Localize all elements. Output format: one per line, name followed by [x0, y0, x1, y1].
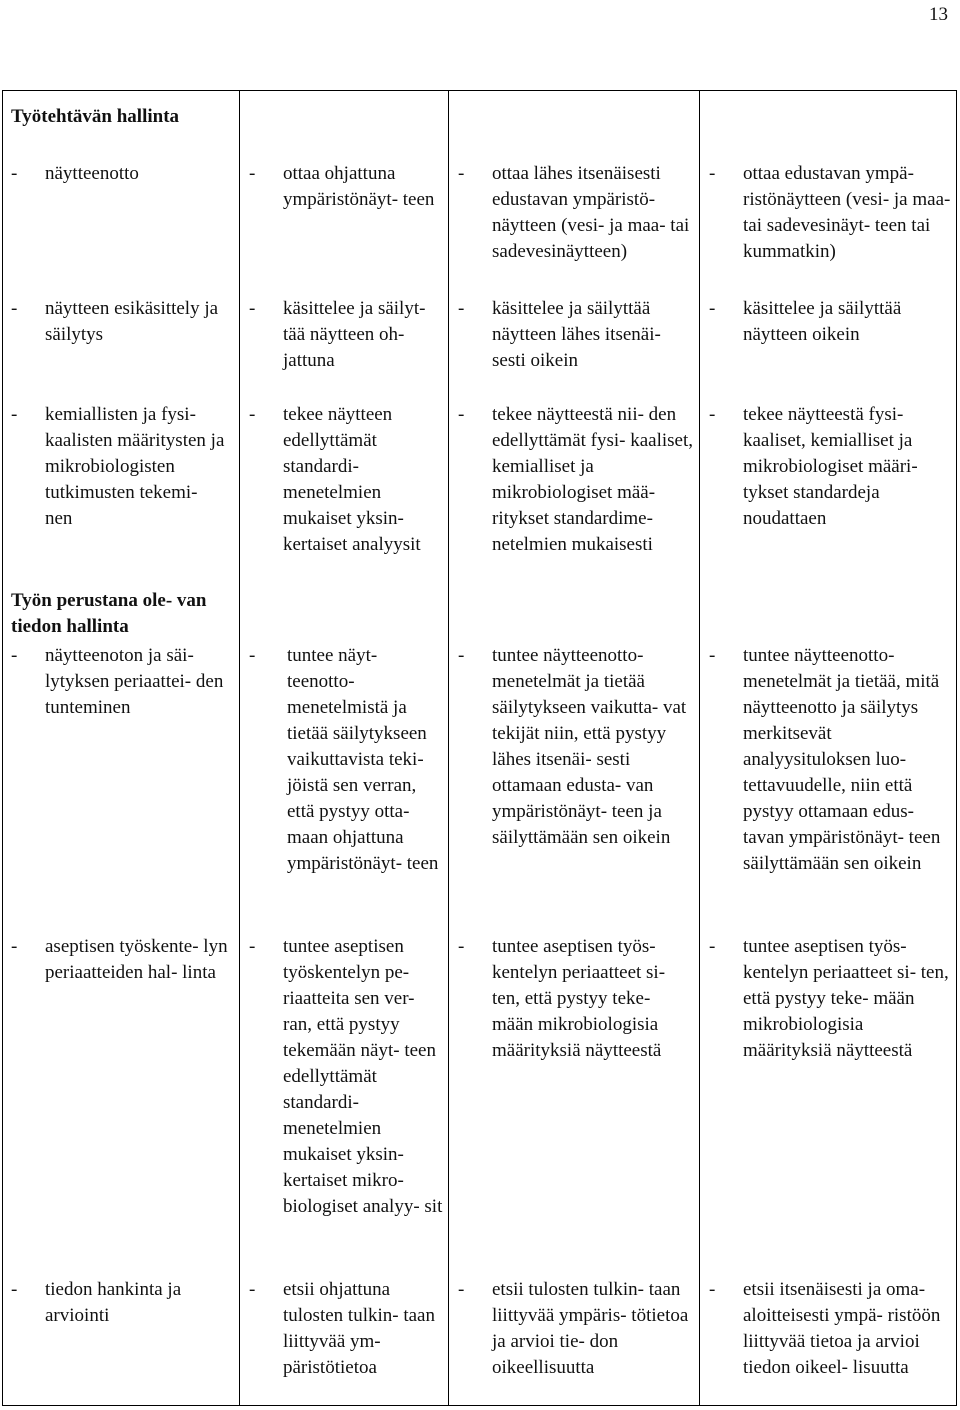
cell-text: tuntee aseptisen työskentelyn pe- riaatteita sen ver- ran, että pystyy tekemään näyt- teen edellyttämät standardi- menetelmien mukaiset yksin- kertaiset mikro- biologiset analyy- sit [283, 936, 443, 1217]
table-cell [458, 296, 696, 374]
dash: - [249, 1279, 256, 1300]
competence-table [2, 90, 957, 1406]
section-heading-task-management: Työtehtävän hallinta [11, 106, 180, 127]
dash: - [249, 404, 256, 425]
table-cell [11, 934, 229, 986]
table-cell [11, 161, 229, 187]
cell-text: tekee näytteestä fysi- kaaliset, kemialliset ja mikrobiologiset määri- tykset standardeja noudattaen [743, 404, 918, 529]
table-cell [11, 296, 229, 348]
cell-text: käsittelee ja säilyttää näytteen oikein [743, 298, 902, 345]
cell-text: tuntee näytteenotto- menetelmät ja tietää, mitä näytteenotto ja säilytys merkitsevät analyysituloksen luo- tettavuudelle, niin että pystyy ottamaan edus- tavan ympäristönäyt- teen säilyttämään sen oikein [743, 645, 941, 874]
cell-text: tuntee näyt- teenotto- menetelmistä ja tietää säilytykseen vaikuttavista teki- jöistä sen verran, että pystyy otta- maan ohjattuna ympäristönäyt- teen [287, 645, 439, 874]
table-cell [458, 643, 696, 851]
cell-text: aseptisen työskente- lyn periaatteiden hal- linta [45, 936, 228, 983]
dash: - [11, 936, 18, 957]
table-cell [249, 934, 444, 1220]
dash: - [249, 163, 256, 184]
table-cell [11, 1277, 229, 1329]
table-cell [709, 1277, 953, 1381]
cell-text: tuntee aseptisen työs- kentelyn periaatteet si- ten, että pystyy teke- mään mikrobiologisia määrityksiä näytteestä [743, 936, 949, 1061]
dash: - [249, 298, 256, 319]
cell-text: tekee näytteen edellyttämät standardi- menetelmien mukaiset yksin- kertaiset analyysit [283, 404, 421, 555]
cell-text: etsii tulosten tulkin- taan liittyvää ympäris- tötietoa ja arvioi tie- don oikeellisuutta [492, 1279, 689, 1378]
cell-text: ottaa ohjattuna ympäristönäyt- teen [283, 163, 435, 210]
section-heading-knowledge-management: Työn perustana ole- van tiedon hallinta [11, 590, 207, 637]
cell-text: tuntee näytteenotto- menetelmät ja tietää säilytykseen vaikutta- vat tekijät niin, että pystyy lähes itsenäi- sesti ottamaan edusta- van ympäristönäyt- teen ja säilyttämään sen oikein [492, 645, 687, 848]
dash: - [709, 163, 716, 184]
table-cell [249, 1277, 444, 1381]
cell-text: ottaa lähes itsenäisesti edustavan ympäristö- näytteen (vesi- ja maa- tai sadevesinäytteen) [492, 163, 690, 262]
dash: - [709, 298, 716, 319]
dash: - [458, 404, 465, 425]
cell-text: näytteenoton ja säi- lytyksen periaattei- den tunteminen [45, 645, 224, 718]
column-divider [448, 91, 449, 1405]
table-cell [458, 161, 696, 265]
dash: - [709, 936, 716, 957]
column-divider [239, 91, 240, 1405]
table-cell [709, 934, 953, 1064]
dash: - [458, 645, 465, 666]
cell-text: ottaa edustavan ympä- ristönäytteen (vesi- ja maa- tai sadevesinäyt- teen tai kummatkin) [743, 163, 951, 262]
cell-text: etsii ohjattuna tulosten tulkin- taan liittyvää ym- päristötietoa [283, 1279, 435, 1378]
dash: - [11, 1279, 18, 1300]
page-number: 13 [929, 4, 948, 25]
dash: - [458, 298, 465, 319]
cell-text: tiedon hankinta ja arviointi [45, 1279, 182, 1326]
dash: - [709, 404, 716, 425]
dash: - [458, 936, 465, 957]
table-cell [709, 296, 953, 348]
table-cell [249, 402, 444, 558]
table-cell [249, 643, 444, 877]
dash: - [709, 645, 716, 666]
table-cell [458, 402, 696, 558]
cell-text: näytteenotto [45, 163, 139, 184]
table-cell [709, 402, 953, 532]
table-cell [458, 934, 696, 1064]
table-cell [11, 643, 229, 721]
dash: - [11, 298, 18, 319]
table-cell [11, 402, 229, 532]
table-cell [709, 643, 953, 877]
cell-text: kemiallisten ja fysi- kaalisten määritysten ja mikrobiologisten tutkimusten tekemi- nen [45, 404, 225, 529]
dash: - [11, 404, 18, 425]
table-cell [458, 1277, 696, 1381]
table-cell [709, 161, 953, 265]
dash: - [458, 163, 465, 184]
dash: - [249, 936, 256, 957]
dash: - [249, 645, 256, 666]
cell-text: tuntee aseptisen työs- kentelyn periaatteet si- ten, että pystyy teke- mään mikrobiologisia määrityksiä näytteestä [492, 936, 666, 1061]
dash: - [11, 163, 18, 184]
cell-text: käsittelee ja säilyttää näytteen lähes itsenäi- sesti oikein [492, 298, 661, 371]
cell-text: käsittelee ja säilyt- tää näytteen oh- jattuna [283, 298, 426, 371]
dash: - [11, 645, 18, 666]
dash: - [458, 1279, 465, 1300]
table-cell [249, 161, 444, 213]
table-cell [249, 296, 444, 374]
cell-text: tekee näytteestä nii- den edellyttämät fysi- kaaliset, kemialliset ja mikrobiologiset mää- ritykset standardime- netelmien mukaisesti [492, 404, 694, 555]
dash: - [709, 1279, 716, 1300]
cell-text: näytteen esikäsittely ja säilytys [45, 298, 219, 345]
column-divider [699, 91, 700, 1405]
cell-text: etsii itsenäisesti ja oma-aloitteisesti ympä- ristöön liittyvää tietoa ja arvioi tiedon oikeel- lisuutta [743, 1279, 941, 1378]
